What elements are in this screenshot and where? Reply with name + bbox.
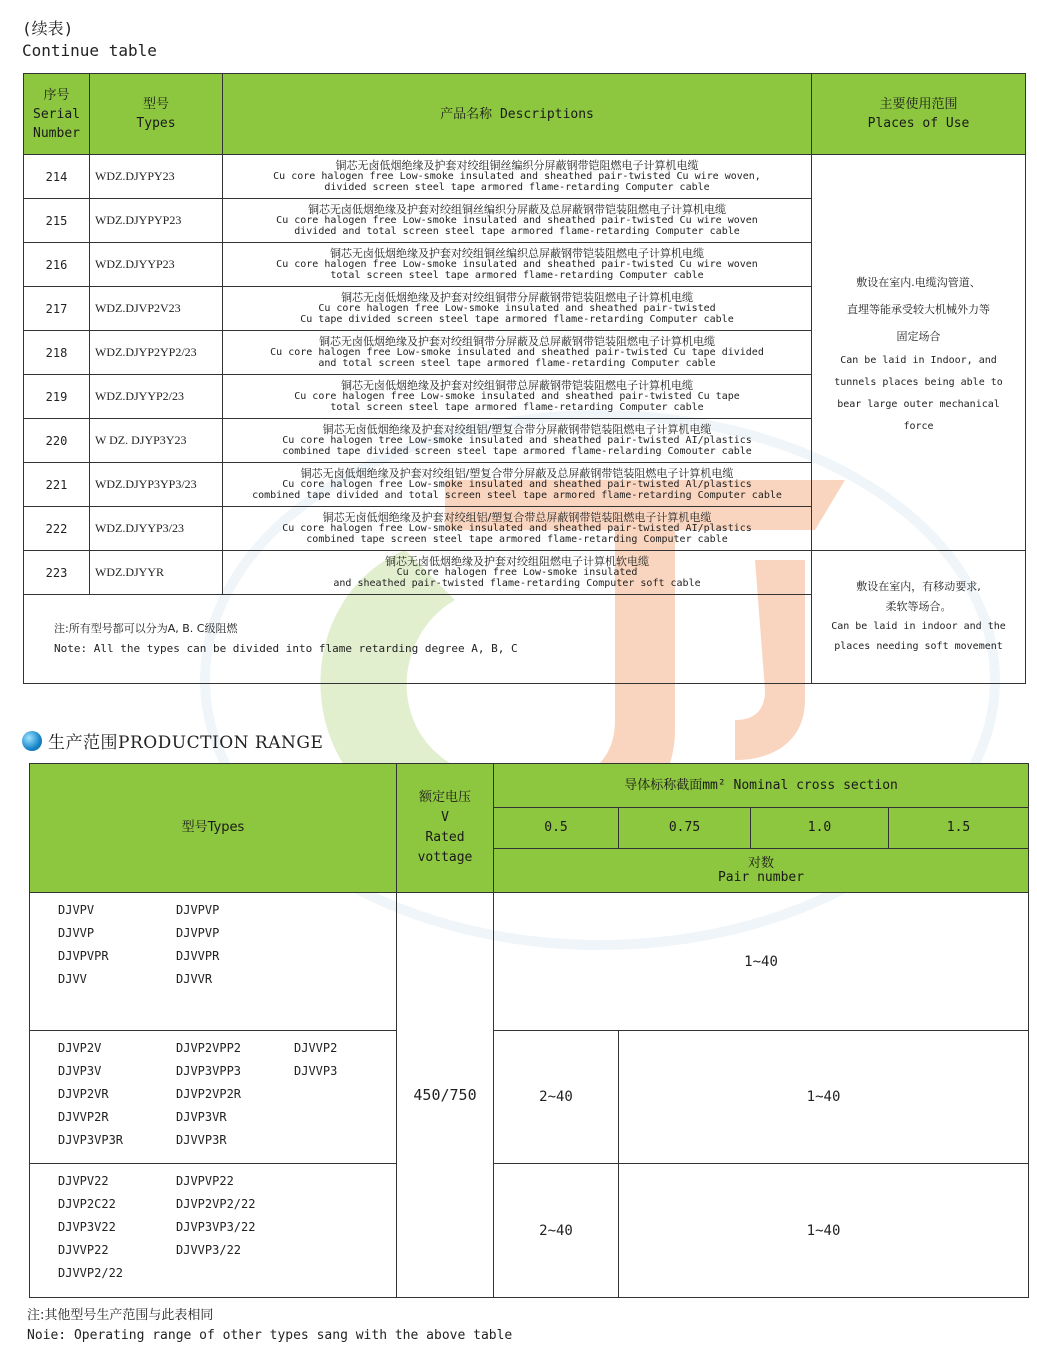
table-row [24,551,1026,595]
model-cell: WDZ.DJYYR [90,551,223,595]
group3-types [30,1164,397,1298]
description-en2: total screen steel tape armored flame-retarding Computer cable [330,270,704,281]
group2-col2 [176,1037,294,1152]
footer-note-cn: 注:其他型号生产范围与此表相同 [27,1308,214,1323]
model-cell: WDZ.DJYYP2/23 [90,375,223,419]
description-zh: 铜芯无卤低烟绝缘及护套对绞组铜丝编织分屏蔽钢带铠阻燃电子计算机电缆 [335,159,699,172]
serial-header-en1: Serial [33,106,80,122]
size-1-0-header: 1.0 [751,808,889,849]
descriptions-header [223,74,812,155]
group2-col1 [58,1037,176,1152]
description-cell [223,331,812,375]
serial-header-cn: 序号 [43,87,70,103]
type-code: DJVVPR [176,949,220,963]
type-code: DJVP3V22 [58,1220,116,1234]
places-of-use-soft [812,551,1026,684]
voltage-header-unit: V [441,810,449,825]
use2-zh2: 柔软等场合。 [885,600,952,613]
type-code: DJVP3V [58,1064,102,1078]
use1-en2: tunnels places being able to [834,376,1003,388]
description-cell [223,199,812,243]
description-en2: divided screen steel tape armored flame-retarding Computer cable [324,182,710,193]
description-cell [223,243,812,287]
type-code: DJVPV22 [58,1174,109,1188]
group1-types [30,893,397,1031]
use1-zh2: 直埋等能承受较大机械外力等 [847,302,990,316]
description-en1: Cu core halogen free Low-smoke insulated and sheathed pair-twisted [318,303,716,314]
t2-voltage-header [397,764,494,893]
type-code: DJVVP [58,926,95,940]
serial-cell: 216 [24,243,90,287]
description-cell [223,375,812,419]
type-code: DJVP2VPP2 [176,1041,242,1055]
places-of-use-header [812,74,1026,155]
type-code: DJVVP2R [58,1110,109,1124]
description-zh: 铜芯无卤低烟绝缘及护套对绞组铝/塑复合带分屏蔽及总屏蔽钢带铠装阻燃电子计算机电缆 [300,467,734,480]
type-code: DJVPVP22 [176,1174,234,1188]
serial-cell: 219 [24,375,90,419]
group3-range-a: 2~40 [494,1164,619,1298]
rated-voltage-value: 450/750 [397,893,494,1298]
group1-range: 1~40 [494,893,1029,1031]
description-cell [223,463,812,507]
model-cell: WDZ.DJYPYP23 [90,199,223,243]
type-code: DJVVP22 [58,1243,109,1257]
description-en1: Cu core halogen free Low-smoke insulated and sheathed pair-twisted AI/plastics [282,523,752,534]
type-code: DJVP2VP2R [176,1087,242,1101]
group3-range-b: 1~40 [619,1164,1029,1298]
group2-range-a: 2~40 [494,1031,619,1164]
model-cell: WDZ.DJYYP23 [90,243,223,287]
model-cell: WDZ.DJYP3YP3/23 [90,463,223,507]
description-en1: Cu core halogen free Low-smoke insulated and sheathed pair-twisted Cu wire woven [276,215,758,226]
serial-cell: 222 [24,507,90,551]
model-cell: WDZ.DJYP2YP2/23 [90,331,223,375]
type-code: DJVV [58,972,87,986]
description-en1: Cu core halogen tree Low-smoke insulated and sheathed pair-twisted AI/plastics [282,435,752,446]
use1-zh1: 敷设在室内.电缆沟管道、 [856,275,981,289]
description-en2: and sheathed pair-twisted flame-retarding Computer soft cable [333,578,701,589]
serial-cell: 214 [24,155,90,199]
model-cell: WDZ.DJYYP3/23 [90,507,223,551]
size-0-75-header: 0.75 [619,808,751,849]
serial-cell: 218 [24,331,90,375]
types-header [90,74,223,155]
type-code: DJVP3VPP3 [176,1064,242,1078]
description-en1: Cu core halogen free Low-smoke insulated and sheathed pair-twisted Cu wire woven [276,259,758,270]
group2-types [30,1031,397,1164]
use1-en4: force [903,420,934,432]
cross-section-label: 导体标称截面mm² Nominal cross section [624,777,898,793]
serial-header-en2: Number [33,125,80,141]
use1-zh3: 固定场合 [896,329,941,343]
cross-section-header [494,764,1029,808]
description-en2: and total screen steel tape armored flame-retarding Computer cable [318,358,716,369]
description-zh: 铜芯无卤低烟绝缘及护套对绞组铝/塑复合带总屏蔽钢带铠装阻燃电子计算机电缆 [322,511,712,524]
production-range-section [22,728,323,753]
type-code: DJVP2VR [58,1087,109,1101]
description-zh: 铜芯无卤低烟绝缘及护套对绞组铜带分屏蔽及总屏蔽钢带铠装阻燃电子计算机电缆 [319,335,715,348]
size-1-5-header: 1.5 [889,808,1029,849]
type-code: DJVP3VP3/22 [176,1220,256,1234]
group1-col1 [58,899,176,991]
note-en: Note: All the types can be divided into flame retarding degree A, B, C [54,642,518,655]
type-code: DJVPV [58,903,95,917]
description-cell [223,551,812,595]
description-zh: 铜芯无卤低烟绝缘及护套对绞组铜丝编织分屏蔽及总屏蔽钢带铠装阻燃电子计算机电缆 [308,203,726,216]
description-en1: Cu core halogen free Low-smoke insulated and sheathed pair-twisted Cu wire woven, [273,171,761,182]
cable-description-table [23,73,1026,684]
group2-col3 [294,1037,384,1152]
description-en2: combined tape divided screen steel tape armored flame-relarding Comouter cable [282,446,752,457]
type-code: DJVVR [176,972,213,986]
description-en1: Cu core halogen free Low-smoke insulated and sheathed pair-twisted Cu tape [294,391,740,402]
use2-zh1: 敷设在室内，有移动要求, [856,580,981,593]
description-en1: Cu core halogen free Low-smoke insulated and sheathed pair-twisted Al/plastics [282,479,752,490]
continue-label-en: Continue table [22,41,157,60]
type-code: DJVVP3 [294,1064,338,1078]
bullet-icon [22,731,42,751]
t2-header-row1 [30,764,1029,808]
description-cell [223,287,812,331]
type-code: DJVPVP [176,926,220,940]
description-zh: 铜芯无卤低烟绝缘及护套对绞组铝/塑复合带分屏蔽钢带铠装阻燃电子计算机电缆 [322,423,712,436]
pair-number-header [494,849,1029,893]
type-code: DJVPVPR [58,949,109,963]
voltage-header-cn: 额定电压 [418,790,471,805]
production-range-table [29,763,1029,1298]
type-code: DJVVP3/22 [176,1243,242,1257]
pair-number-en: Pair number [717,869,805,885]
use2-en2: places needing soft movement [834,641,1003,652]
description-zh: 铜芯无卤低烟绝缘及护套对绞组铜丝编织总屏蔽钢带铠装阻燃电子计算机电缆 [330,247,704,260]
description-en2: divided and total screen steel tape armored flame-retarding Computer cable [294,226,740,237]
type-code: DJVP2C22 [58,1197,116,1211]
type-code: DJVPVP [176,903,220,917]
type-code: DJVP2V [58,1041,102,1055]
use1-en3: bear large outer mechanical [837,398,1000,410]
serial-header [24,74,90,155]
group2-range-b: 1~40 [619,1031,1029,1164]
continue-label-cn: (续表) [22,19,74,38]
t2-group2-row [30,1031,1029,1164]
description-en2: combined tape divided and total screen steel tape armored flame-retarding Computer cable [252,490,782,501]
descriptions-header-label: 产品名称 Descriptions [440,106,594,122]
serial-cell: 217 [24,287,90,331]
note-cn: 注:所有型号都可以分为A, B. C级阻燃 [54,622,238,635]
serial-cell: 215 [24,199,90,243]
types-header-en: Types [136,116,176,131]
use2-en1: Can be laid in indoor and the [831,621,1006,632]
pair-number-cn: 对数 [748,855,775,871]
voltage-header-en2: vottage [417,850,473,865]
use-header-en: Places of Use [867,116,970,131]
group1-col2 [176,899,294,991]
description-zh: 铜芯无卤低烟绝缘及护套对绞组铜带总屏蔽钢带铠装阻燃电子计算机电缆 [341,379,693,392]
types-header-cn: 型号 [142,97,169,112]
description-zh: 铜芯无卤低烟绝缘及护套对绞组铜带分屏蔽钢带铠装阻燃电子计算机电缆 [341,291,693,304]
places-of-use-fixed [812,155,1026,551]
model-cell: WDZ.DJYPY23 [90,155,223,199]
description-cell [223,419,812,463]
serial-cell: 221 [24,463,90,507]
footer-note [27,1306,512,1346]
model-cell: WDZ.DJVP2V23 [90,287,223,331]
type-code: DJVP3VP3R [58,1133,124,1147]
description-en2: total screen steel tape armored flame-retarding Computer cable [330,402,704,413]
serial-cell: 220 [24,419,90,463]
description-zh: 铜芯无卤低烟绝缘及护套对绞组阻燃电子计算机软电缆 [385,555,649,568]
use1-en1: Can be laid in Indoor, and [840,354,997,366]
table1-header-row [24,74,1026,155]
t2-types-header-label: 型号Types [181,820,245,835]
description-en2: combined tape screen steel tape armored flame-retarding Computer cable [306,534,728,545]
description-en1: Cu core halogen free Low-smoke insulated [396,567,638,578]
section-title: 生产范围PRODUCTION RANGE [48,733,324,753]
continue-header [22,18,157,62]
table-row [24,155,1026,199]
voltage-header-en1: Rated [425,830,465,845]
group3-col1 [58,1170,176,1285]
footer-note-en: Noie: Operating range of other types sang with the above table [27,1328,513,1343]
group3-col2 [176,1170,294,1285]
note-cell [24,595,812,684]
serial-cell: 223 [24,551,90,595]
description-cell [223,507,812,551]
type-code: DJVVP2 [294,1041,338,1055]
description-en2: Cu tape divided screen steel tape armored flame-retarding Computer cable [300,314,734,325]
description-en1: Cu core halogen free Low-smoke insulated and sheathed pair-twisted Cu tape divided [270,347,764,358]
type-code: DJVVP2/22 [58,1266,124,1280]
t2-group3-row [30,1164,1029,1298]
t2-types-header [30,764,397,893]
size-0-5-header: 0.5 [494,808,619,849]
description-cell [223,155,812,199]
model-cell: W DZ. DJYP3Y23 [90,419,223,463]
type-code: DJVVP3R [176,1133,227,1147]
t2-group1-row [30,893,1029,1031]
type-code: DJVP2VP2/22 [176,1197,256,1211]
type-code: DJVP3VR [176,1110,227,1124]
use-header-cn: 主要使用范围 [879,97,958,112]
